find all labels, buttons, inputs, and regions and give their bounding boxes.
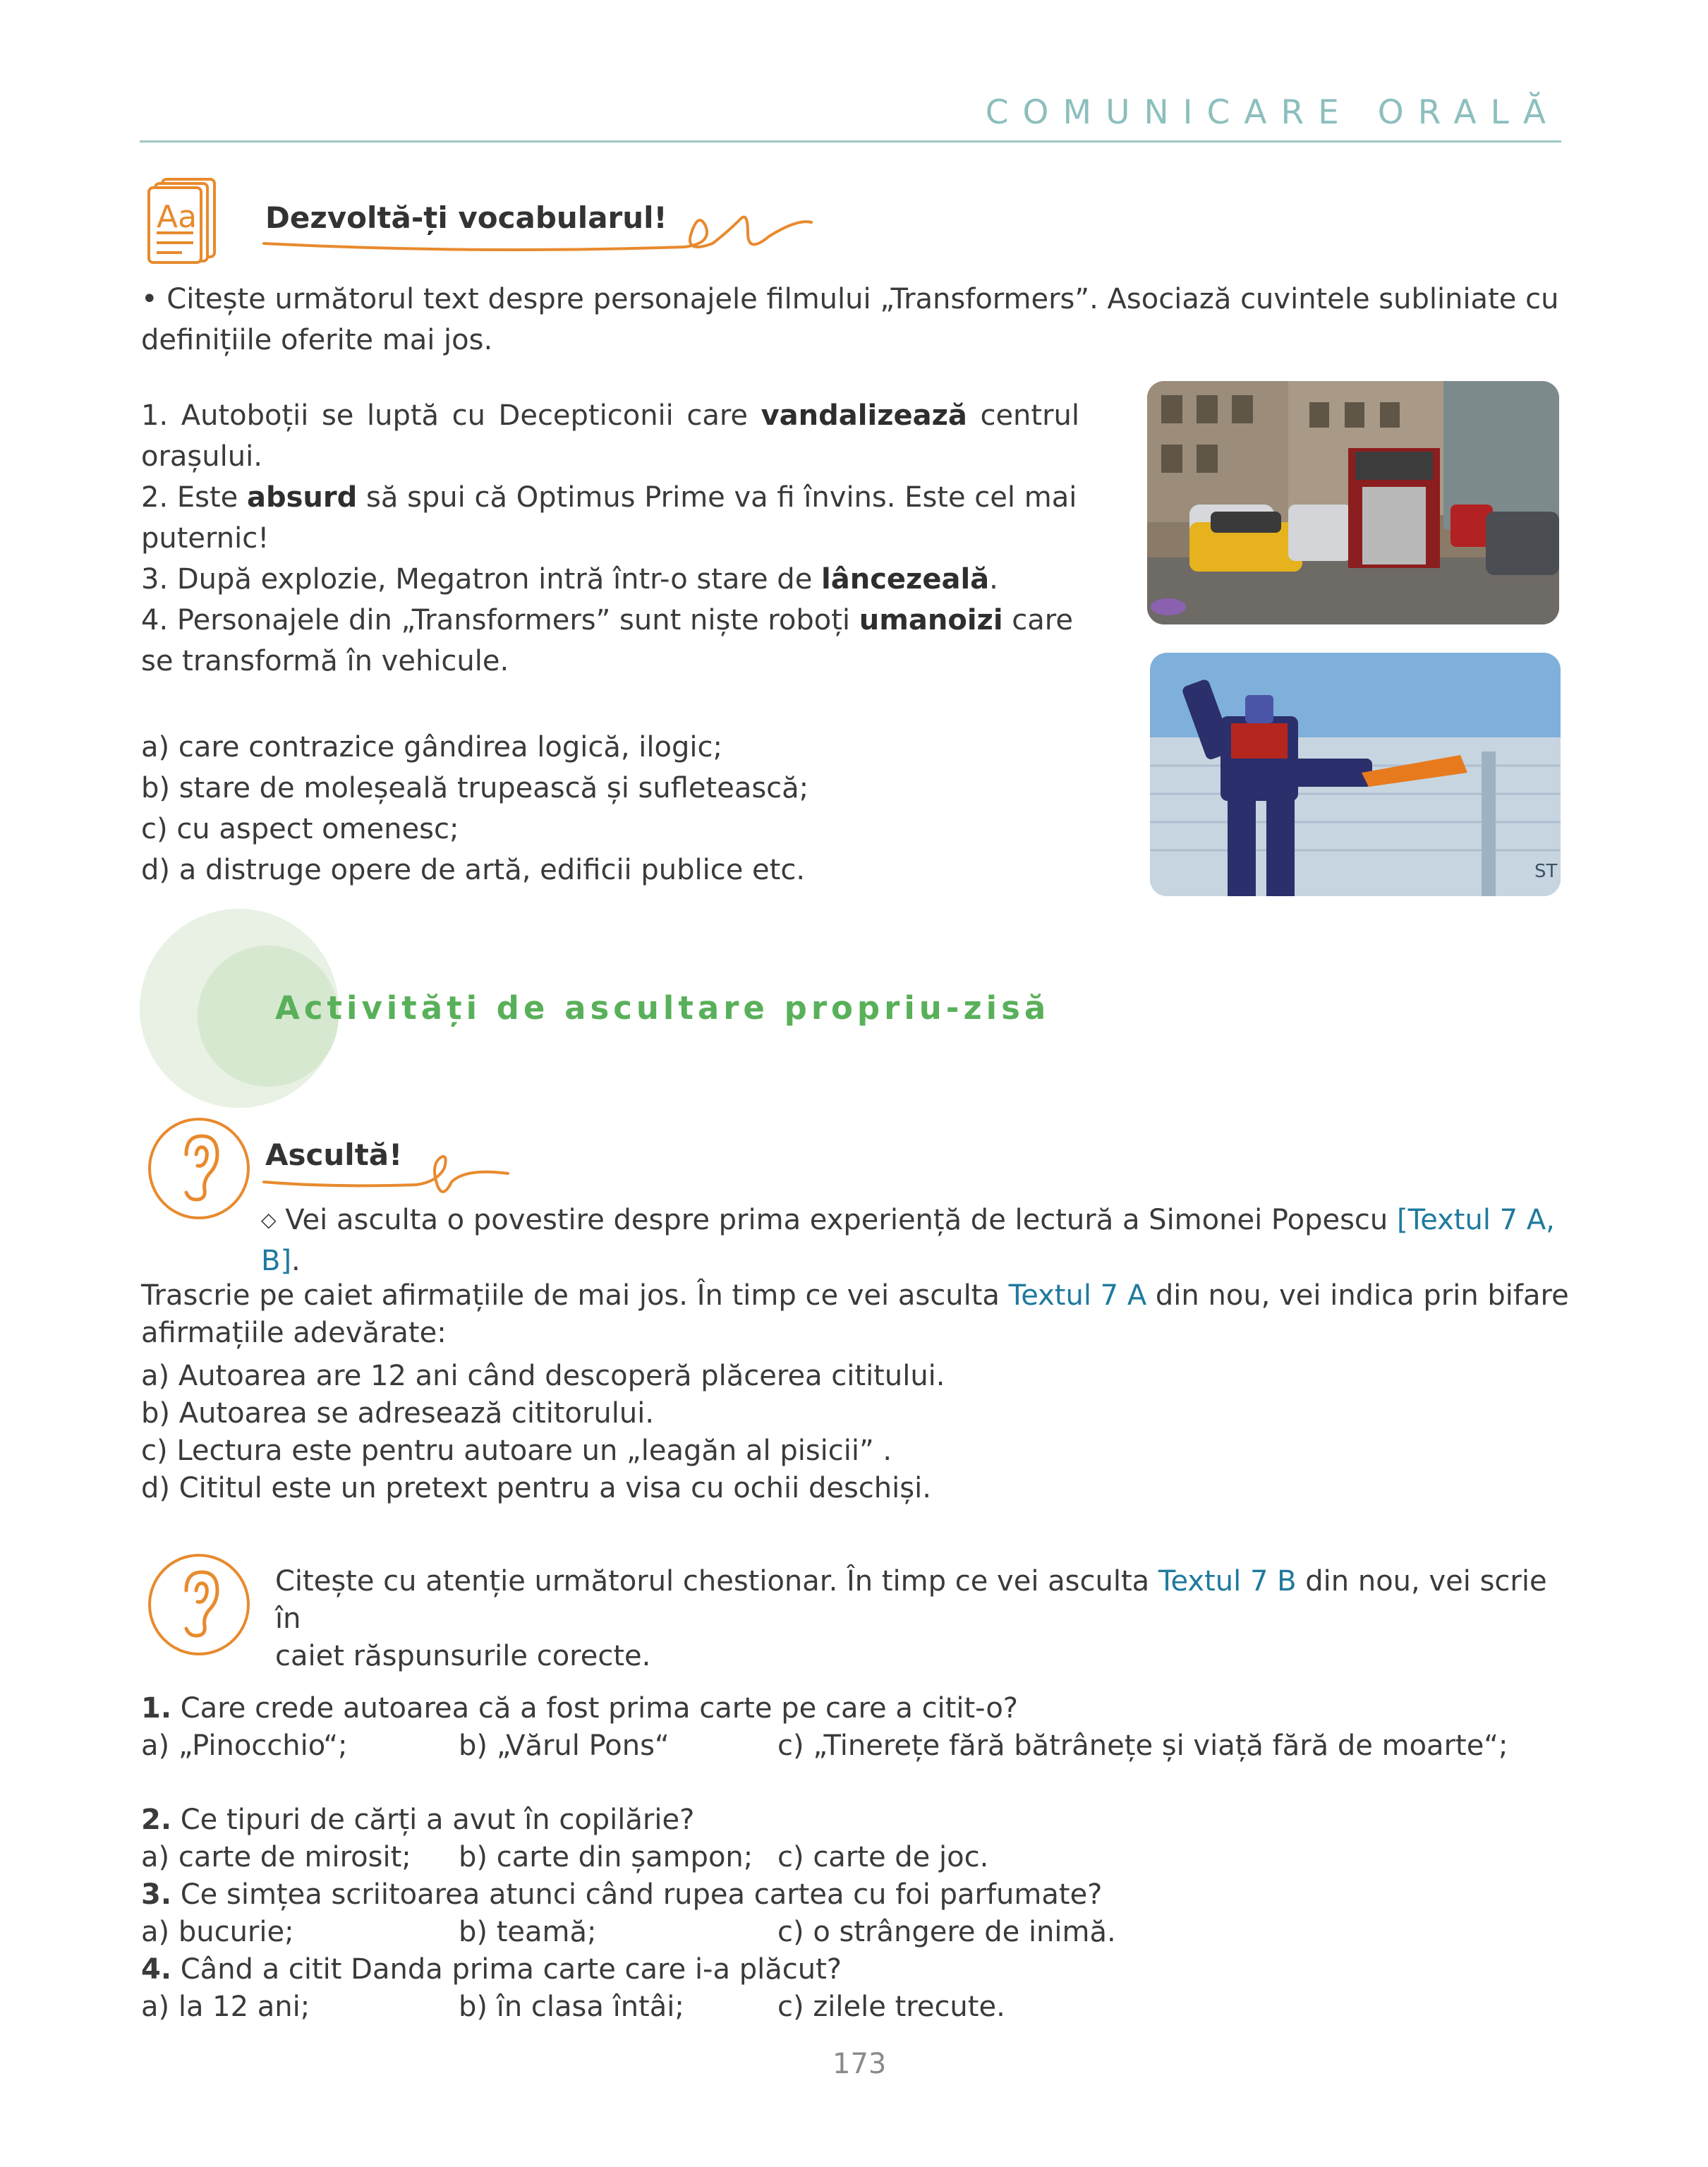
photo-sign-text: ST	[1534, 861, 1558, 882]
question-3: 3. Ce simțea scriitoarea atunci când rupea cartea cu foi parfumate?	[141, 1878, 1103, 1911]
diamond-bullet-icon: ◇	[261, 1208, 277, 1231]
photo-optimus-prime	[1150, 653, 1561, 896]
dictionary-icon-label: Aa	[157, 199, 198, 235]
audio-text-7b-reference: Textul 7 B	[1158, 1565, 1297, 1598]
definition-c: c) cu aspect omenesc;	[141, 813, 459, 845]
question-2: 2. Ce tipuri de cărți a avut în copilărie?	[141, 1804, 695, 1836]
ear-icon	[147, 1116, 251, 1221]
statement-c: c) Lectura este pentru autoare un „leagăn al pisicii” .	[141, 1435, 892, 1467]
question-2-options: a) carte de mirosit; b) carte din șampon; c) carte de joc.	[141, 1841, 989, 1873]
question-4-options: a) la 12 ani; b) în clasa întâi; c) zilele trecute.	[141, 1991, 1005, 2023]
definition-d: d) a distruge opere de artă, edificii publice etc.	[141, 854, 806, 886]
vocab-definitions	[141, 727, 1079, 891]
vocab-heading: Dezvoltă-ți vocabularul!	[265, 200, 667, 235]
sentence-3: 3. După explozie, Megatron intră într-o stare de lâncezeală.	[141, 563, 998, 596]
sentence-1: 1. Autoboții se luptă cu Decepticonii care vandalizează centrul	[141, 399, 1079, 432]
heading-underline-swash	[261, 205, 825, 261]
question-1: 1. Care crede autoarea că a fost prima carte pe care a citit-o?	[141, 1692, 1019, 1725]
ear-icon	[147, 1552, 251, 1657]
listen-heading: Ascultă!	[265, 1137, 403, 1172]
photo-transformers-street	[1147, 381, 1559, 624]
vocab-intro: • Citește următorul text despre personajele filmului „Transformers”. Asociază cuvintele subliniate cu definițiile oferite mai jos.	[141, 283, 1559, 356]
section-title: Activități de ascultare propriu-zisă	[275, 989, 1050, 1027]
vocab-sentences: 1. Autoboții se luptă cu Decepticonii care vandalizează centrul orașului. 2. Este absurd să spui că Optimus Prime va fi învins. Este cel mai puternic! 3. După explozie, Megatron intră într-o stare de lâncezeală. 4. Personajele din „Transformers” sunt niște roboți umanoizi care se transformă în vehicule.	[141, 395, 1079, 682]
sentence-4: 4. Personajele din „Transformers” sunt niște roboți umanoizi care	[141, 604, 1073, 636]
listen-bullet: ◇ Vei asculta o povestire despre prima experiență de lectură a Simonei Popescu [Textul 7 A, B].	[261, 1204, 1555, 1277]
question-3-options: a) bucurie; b) teamă; c) o strângere de inimă.	[141, 1916, 1116, 1948]
definition-b: b) stare de moleșeală trupească și sufletească;	[141, 772, 809, 804]
questionnaire	[141, 1690, 1573, 2026]
page-number: 173	[832, 2048, 887, 2080]
audio-text-7a-reference: Textul 7 A	[1008, 1279, 1147, 1312]
task-2-instructions: Citește cu atenție următorul chestionar. În timp ce vei asculta Textul 7 B din nou, vei scrie în caiet răspunsurile corecte.	[275, 1565, 1547, 1672]
statement-a: a) Autoarea are 12 ani când descoperă plăcerea cititului.	[141, 1360, 945, 1392]
question-4: 4. Când a citit Danda prima carte care i-a plăcut?	[141, 1953, 842, 1986]
definition-a: a) care contrazice gândirea logică, ilogic;	[141, 731, 722, 763]
audio-text-reference: [Textul 7 A, B]	[261, 1204, 1555, 1277]
task-1-instructions: Trascrie pe caiet afirmațiile de mai jos. În timp ce vei asculta Textul 7 A din nou, vei indica prin bifare afirmațiile adevărate: a) Autoarea are 12 ani când descoperă plăcerea cititului. b) Autoarea se adresează cititorului. c) Lectura este pentru autoare un „leagăn al pisicii” . d) Cititul este un pretext pentru a visa cu ochii deschiși.	[141, 1277, 1573, 1507]
statement-d: d) Cititul este un pretext pentru a visa cu ochii deschiși.	[141, 1472, 931, 1504]
header-divider	[140, 140, 1561, 143]
statement-b: b) Autoarea se adresează cititorului.	[141, 1397, 655, 1430]
page-section-title: COMUNICARE ORALĂ	[985, 93, 1560, 132]
listen-heading-swash	[261, 1140, 515, 1203]
sentence-2: 2. Este absurd să spui că Optimus Prime va fi învins. Este cel mai	[141, 481, 1077, 514]
question-1-options: a) „Pinocchio“; b) „Vărul Pons“ c) „Tinerețe fără bătrânețe și viață fără de moarte“;	[141, 1730, 1508, 1762]
